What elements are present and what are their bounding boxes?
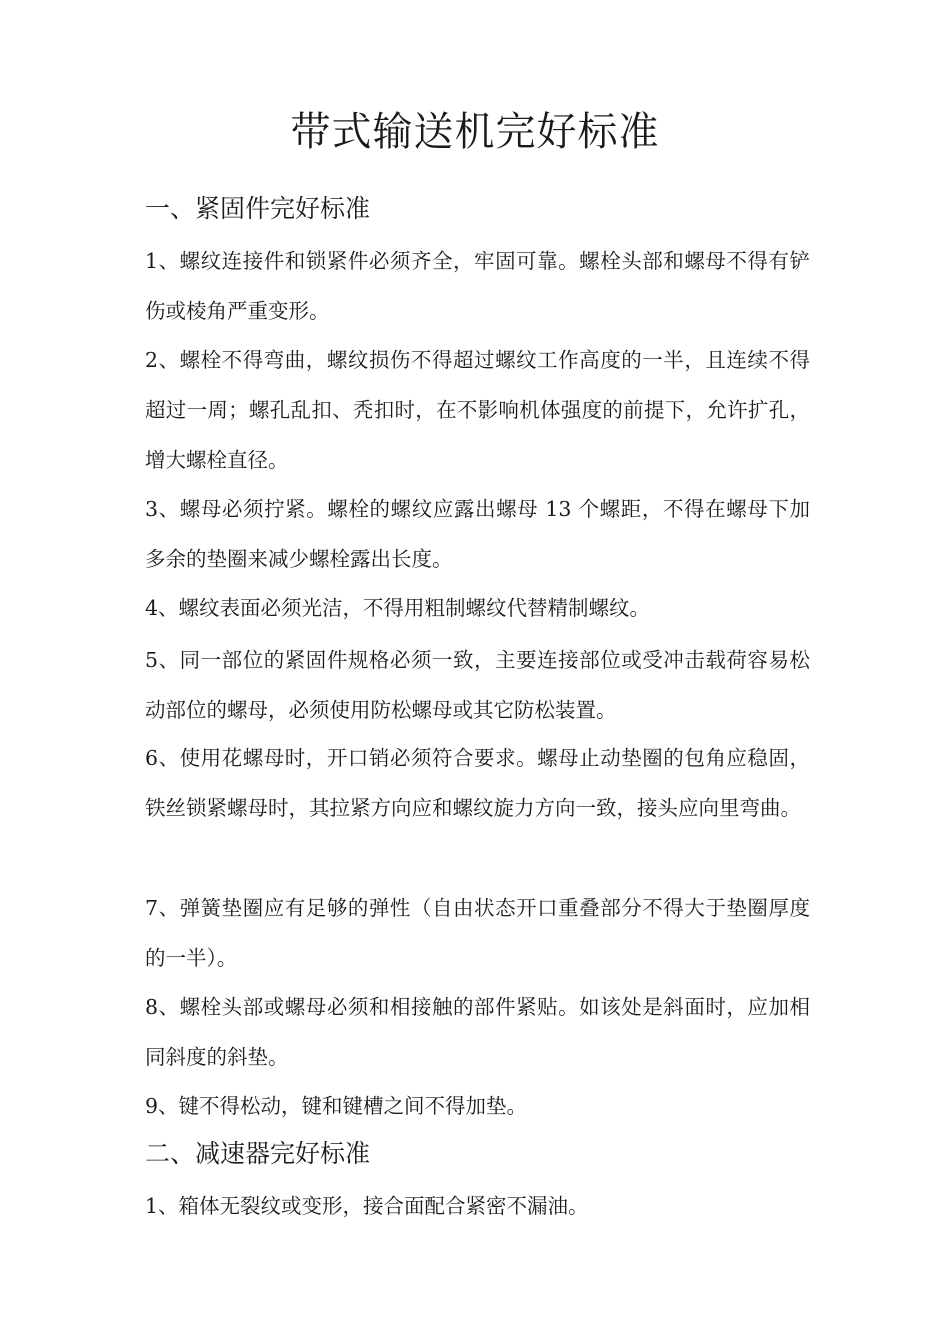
paragraph-fasteners-4: 4、螺纹表面必须光洁，不得用粗制螺纹代替精制螺纹。 bbox=[145, 596, 651, 620]
section-heading-fasteners: 一、紧固件完好标准 bbox=[145, 194, 371, 223]
paragraph-reducer-1: 1、箱体无裂纹或变形，接合面配合紧密不漏油。 bbox=[145, 1194, 589, 1218]
document-title: 带式输送机完好标准 bbox=[290, 109, 660, 155]
section-heading-reducer: 二、减速器完好标准 bbox=[145, 1139, 371, 1168]
paragraph-fasteners-5: 5、同一部位的紧固件规格必须一致，主要连接部位或受冲击载荷容易松动部位的螺母，必须使用防松螺母或其它防松装置。 bbox=[145, 648, 810, 722]
paragraph-fasteners-8: 8、螺栓头部或螺母必须和相接触的部件紧贴。如该处是斜面时，应加相同斜度的斜垫。 bbox=[145, 995, 810, 1069]
paragraph-fasteners-3: 3、螺母必须拧紧。螺栓的螺纹应露出螺母 13 个螺距，不得在螺母下加多余的垫圈来减少螺栓露出长度。 bbox=[145, 497, 810, 571]
paragraph-fasteners-9: 9、键不得松动，键和键槽之间不得加垫。 bbox=[145, 1094, 528, 1118]
paragraph-fasteners-7: 7、弹簧垫圈应有足够的弹性（自由状态开口重叠部分不得大于垫圈厚度的一半）。 bbox=[145, 896, 810, 970]
paragraph-fasteners-1: 1、螺纹连接件和锁紧件必须齐全，牢固可靠。螺栓头部和螺母不得有铲伤或棱角严重变形。 bbox=[145, 249, 810, 323]
paragraph-fasteners-2: 2、螺栓不得弯曲，螺纹损伤不得超过螺纹工作高度的一半，且连续不得超过一周；螺孔乱扣、秃扣时，在不影响机体强度的前提下，允许扩孔，增大螺栓直径。 bbox=[145, 348, 810, 472]
paragraph-fasteners-6: 6、使用花螺母时，开口销必须符合要求。螺母止动垫圈的包角应稳固，铁丝锁紧螺母时，其拉紧方向应和螺纹旋力方向一致，接头应向里弯曲。 bbox=[145, 746, 810, 820]
